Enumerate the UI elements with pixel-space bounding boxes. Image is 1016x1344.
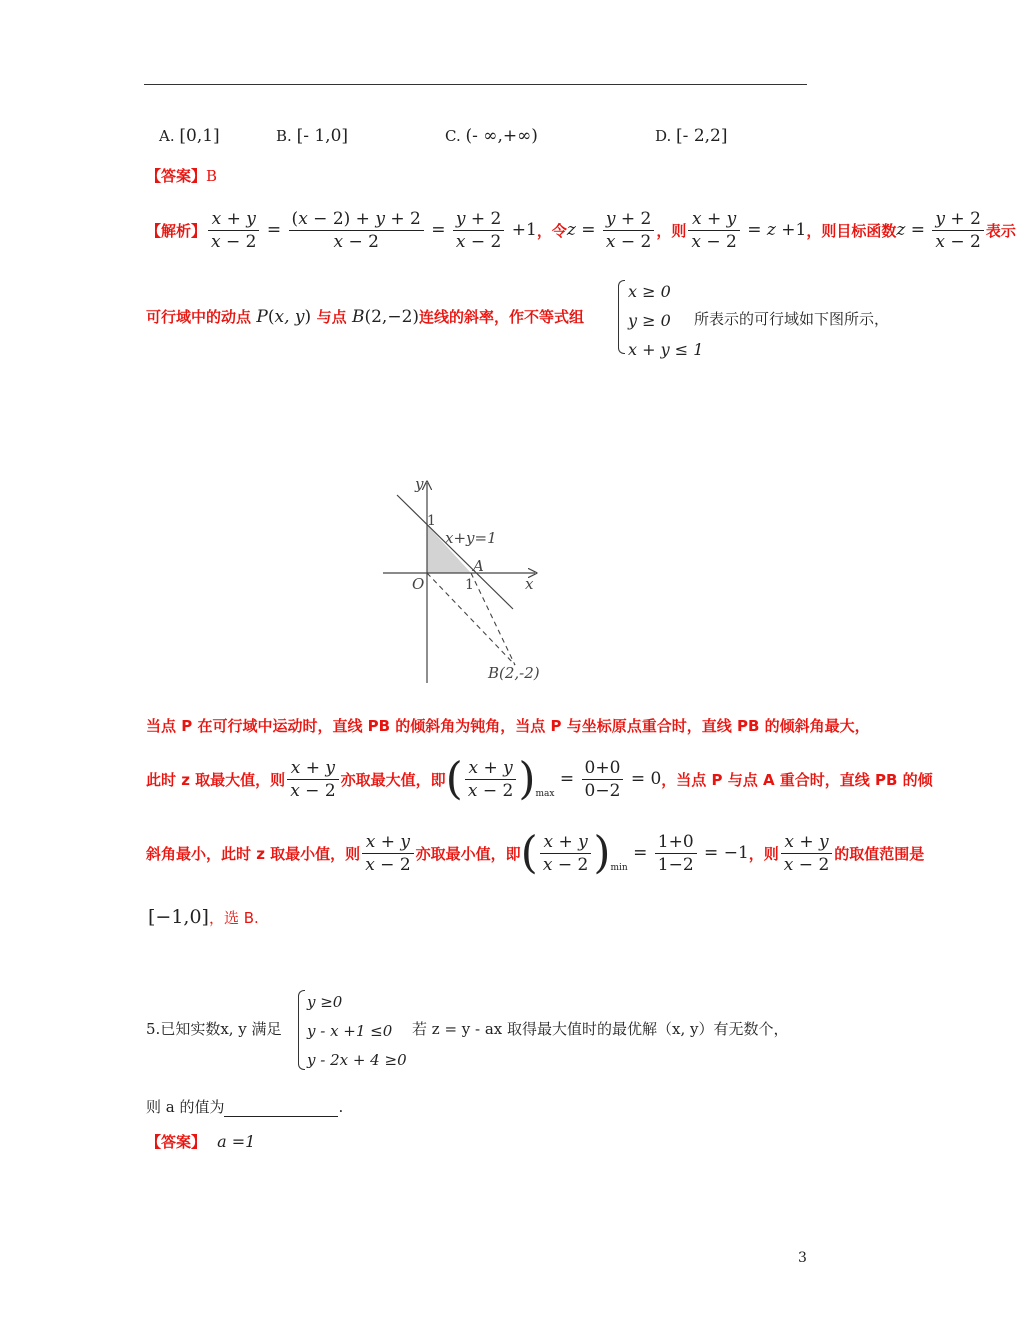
option-a: A. [0,1] [159,126,220,146]
question-5 [146,1018,282,1039]
answer-blank[interactable] [224,1102,338,1117]
q5-inequality-system: y ≥0 y - x +1 ≤0 y - 2x + 4 ≥0 [307,993,407,1069]
inequality-system: x ≥ 0 y ≥ 0 x + y ≤ 1 [628,282,704,359]
line-equation-label: x+y=1 [445,529,497,547]
analysis-para-3: 斜角最小，此时 z 取最小值，则 $\frac{x + y}{x - 2}$ 亦取最小值，即 ( $\frac{x + y}{x - 2}$ )$_{min}$ = $\frac{1+0}{1-2}$ = −1 ，则 $\frac{x + y}{x - 2}$ 的取值范围是 [146,827,925,878]
q5-answer-row [146,1131,255,1152]
option-c: C. (- ∞,+∞) [445,126,538,146]
q5-answer-label: 【答案】 [146,1133,207,1151]
y-tick-one: 1 [427,513,436,529]
analysis-para-1: 当点 P 在可行域中运动时，直线 PB 的倾斜角为钝角，当点 P 与坐标原点重合时，直线 PB 的倾斜角最大， [146,717,870,735]
y-axis-label: y [415,475,424,493]
x-tick-one: 1 [465,577,474,593]
answer-label: 【答案】 [146,167,207,185]
origin-label: O [412,575,425,593]
analysis-line-2: 可行域中的动点 P(x, y) 与点 B(2,−2) 连线的斜率，作不等式组 [146,306,585,327]
option-d: D. [- 2,2] [655,126,728,146]
answer-value: B [206,167,218,185]
system-brace [618,280,625,354]
q5-system-brace [298,990,305,1070]
analysis-line-2-tail: 所表示的可行域如下图所示， [694,310,890,328]
option-b: B. [- 1,0] [276,126,349,146]
question-blank-line: 则 a 的值为 . [146,1098,344,1116]
answer-row [146,165,217,186]
question-number: 5. [146,1020,161,1038]
point-a-label: A [473,557,484,575]
analysis-para-2: 此时 z 取最大值，则 $\frac{x + y}{x - 2}$ 亦取最大值，即 ( $\frac{x + y}{x - 2}$ )$_{max}$ = $\frac{0+0}{0-2}$ = 0 ，当点 P 与点 A 重合时，直线 PB 的倾 [146,753,933,804]
x-axis-label: x [525,575,534,593]
segment-ab [471,573,515,665]
feasible-region-graph [375,475,575,690]
analysis-label: 【解析】 [146,221,207,240]
analysis-formula: $\frac{x + y}{x - 2}$ = $\frac{(x - 2) + y + 2}{x - 2}$ = $\frac{y + 2}{x - 2}$ +1 [206,208,537,253]
analysis-line-1: 【解析】 $\frac{x + y}{x - 2}$ = $\frac{(x - 2) + y + 2}{x - 2}$ = $\frac{y + 2}{x - 2}$ +1 ，令 z = $\frac{y + 2}{x - 2}$ ，则 $\frac{x + y}{x - 2}$ = z +1 ，则目标函数 z = $\frac{y + 2}{x - 2}$ 表示 [146,208,1016,252]
q5-answer-value: a =1 [217,1132,256,1151]
page-number: 3 [798,1250,807,1266]
analysis-final: [−1,0] ，选 B. [148,906,259,928]
header-rule [144,84,807,85]
point-b-label: B(2,-2) [488,664,540,682]
question-text-b: 若 z = y - ax 取得最大值时的最优解（x, y）有无数个， [412,1020,789,1038]
question-text-a: 已知实数x, y 满足 [160,1020,282,1038]
